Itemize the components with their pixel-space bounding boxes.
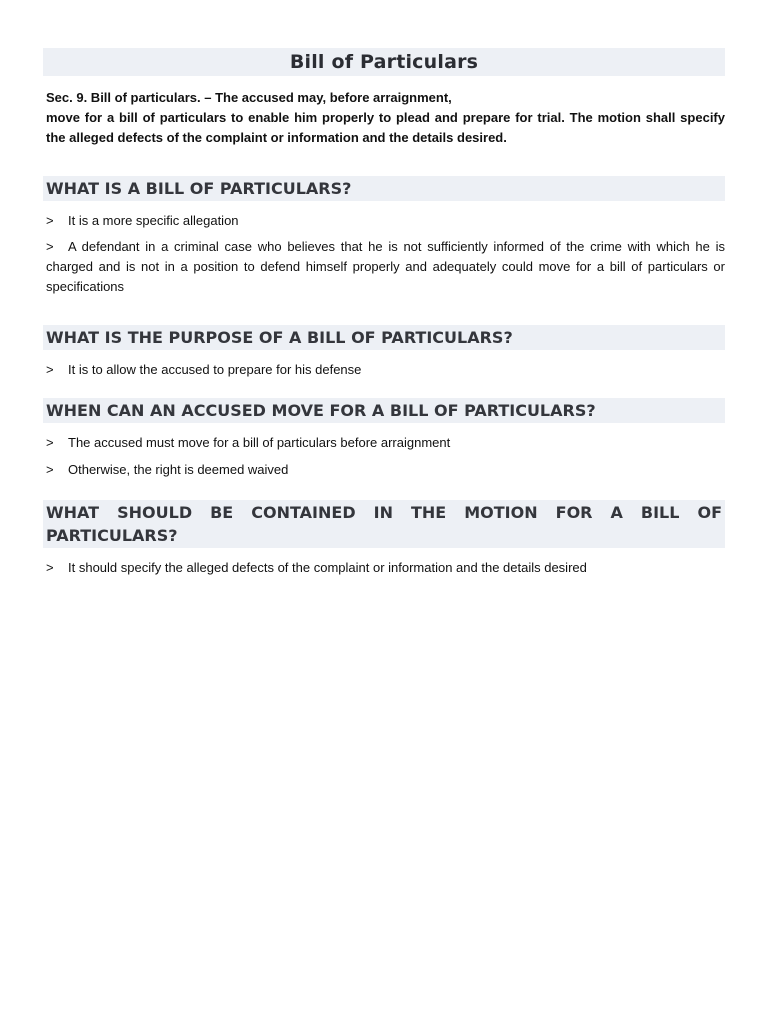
bullet-item (46, 558, 725, 578)
document-body (43, 48, 725, 578)
document-title: Bill of Particulars (289, 51, 479, 73)
bullet-marker-icon: > (46, 239, 54, 254)
bullet-item (46, 211, 725, 231)
bullet-text: A defendant in a criminal case who believes that he is not sufficiently informed of the crime with which he is charged and is not in a position to defend himself properly and adequately could move for a bill of particulars or specifications (46, 239, 725, 294)
bullet-text: Otherwise, the right is deemed waived (68, 462, 289, 477)
bullet-marker-icon: > (46, 462, 54, 477)
bullet-item (46, 360, 725, 380)
bullet-marker-icon: > (46, 435, 54, 450)
bullet-text: The accused must move for a bill of particulars before arraignment (68, 435, 451, 450)
section-heading: WHAT IS A BILL OF PARTICULARS? (46, 179, 352, 198)
section-heading-bar (43, 398, 725, 423)
bullet-item (46, 433, 725, 453)
bullet-item (46, 237, 725, 297)
intro-line-1: Sec. 9. Bill of particulars. – The accused may, before arraignment, (46, 90, 452, 105)
bullet-text: It is to allow the accused to prepare for his defense (68, 362, 362, 377)
bullet-marker-icon: > (46, 362, 54, 377)
intro-paragraph (46, 88, 725, 148)
section-heading: WHEN CAN AN ACCUSED MOVE FOR A BILL OF PARTICULARS? (46, 401, 596, 420)
section-heading-bar (43, 500, 725, 548)
section-heading-bar (43, 176, 725, 201)
bullet-marker-icon: > (46, 560, 54, 575)
title-banner (43, 48, 725, 76)
bullet-text: It is a more specific allegation (68, 213, 239, 228)
bullet-item (46, 460, 725, 480)
section-heading: WHAT SHOULD BE CONTAINED IN THE MOTION FOR A BILL OF PARTICULARS? (46, 503, 722, 545)
intro-line-2: move for a bill of particulars to enable him properly to plead and prepare for trial. The motion shall specify the alleged defects of the complaint or information and the details desired. (46, 110, 725, 145)
bullet-marker-icon: > (46, 213, 54, 228)
bullet-text: It should specify the alleged defects of the complaint or information and the details desired (68, 560, 587, 575)
section-heading: WHAT IS THE PURPOSE OF A BILL OF PARTICULARS? (46, 328, 513, 347)
section-heading-bar (43, 325, 725, 350)
